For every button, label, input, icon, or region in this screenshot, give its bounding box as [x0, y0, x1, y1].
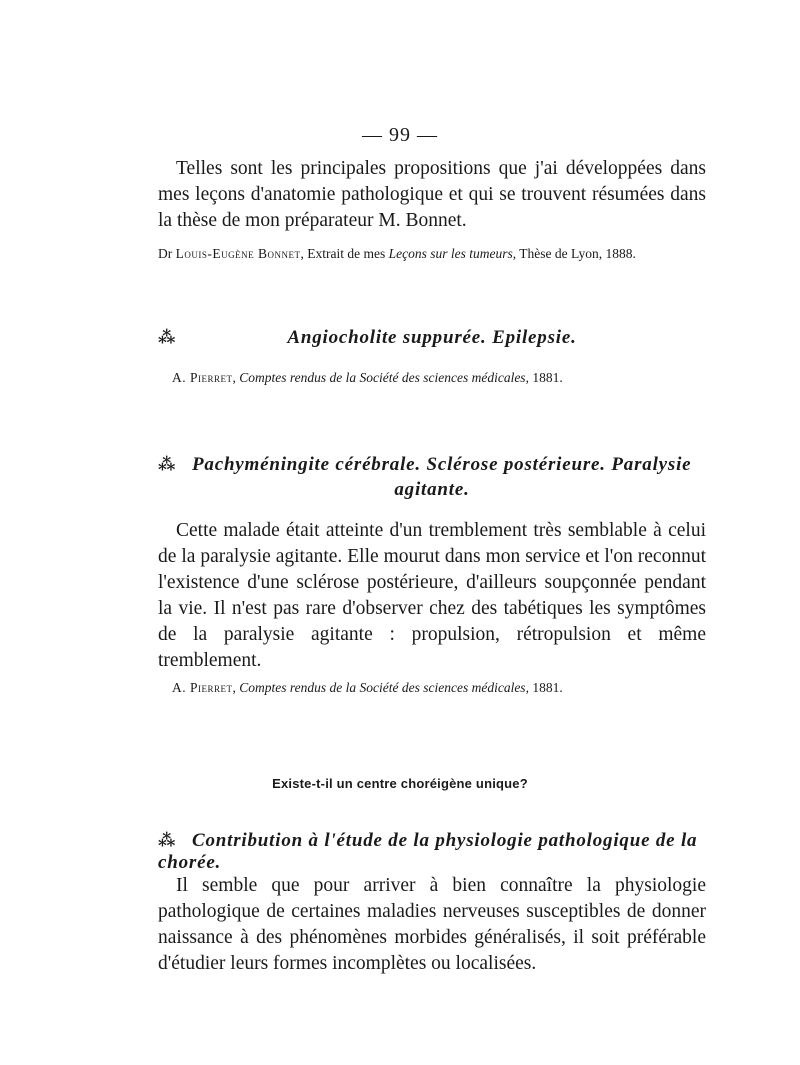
- heading-text: Contribution à l'étude de la physiologie pathologique de la chorée.: [158, 830, 698, 873]
- pachymeningite-paragraph: Cette malade était atteinte d'un tremblement très semblable à celui de la paralysie agitante. Elle mourut dans mon service et l'on reconnut l'existence d'une sclérose postérieure, d'ailleurs soupçonnée pendant la vie. Il n'est pas rare d'observer chez des tabétiques les symptômes de la paralysie agitante : propulsion, rétropulsion et même tremblement.: [158, 520, 706, 671]
- ref-author: A. Pierret: [172, 680, 233, 695]
- heading-text: Angiocholite suppurée. Epilepsie.: [287, 327, 577, 348]
- heading-line2: agitante.: [394, 479, 470, 500]
- section-heading-angiocholite: [158, 327, 706, 349]
- section-heading-pachymeningite: [158, 452, 706, 502]
- asterism-icon: ⁂: [158, 455, 177, 474]
- section-heading-choree: [158, 830, 718, 874]
- ref-year: , 1881.: [525, 370, 563, 385]
- ref-text-after: , Thèse de Lyon, 1888.: [512, 246, 636, 261]
- ref-work: Comptes rendus de la Société des sciences médicales: [239, 680, 526, 695]
- ref-year: , 1881.: [525, 680, 563, 695]
- heading-line1: Pachyméningite cérébrale. Sclérose postérieure. Paralysie: [192, 454, 692, 475]
- pierret-reference-1: A. Pierret, Comptes rendus de la Société des sciences médicales, 1881.: [172, 370, 563, 385]
- choree-paragraph: Il semble que pour arriver à bien connaître la physiologie pathologique de certaines maladies nerveuses susceptibles de donner naissance à des phénomènes morbides généralisés, il soit préférable d'étudier leurs formes incomplètes ou localisées.: [158, 875, 706, 974]
- ref-work: Leçons sur les tumeurs: [388, 246, 513, 261]
- section-title: Existe-t-il un centre choréigène unique?: [272, 776, 528, 791]
- asterism-icon: ⁂: [158, 831, 177, 850]
- asterism-icon: ⁂: [158, 328, 177, 347]
- ref-work: Comptes rendus de la Société des sciences médicales: [239, 370, 526, 385]
- ref-author: A. Pierret: [172, 370, 233, 385]
- ref-text-before: , Extrait de mes: [300, 246, 389, 261]
- intro-paragraph: Telles sont les principales propositions que j'ai développées dans mes leçons d'anatomie pathologique et qui se trouvent résumées dans la thèse de mon préparateur M. Bonnet.: [158, 158, 706, 231]
- ref-author: Louis-Eugène Bonnet: [175, 246, 301, 261]
- bonnet-reference: [158, 244, 706, 264]
- ref-title: Dr: [158, 246, 173, 261]
- page-number: — 99 —: [362, 124, 438, 146]
- pierret-reference-2: A. Pierret, Comptes rendus de la Société des sciences médicales, 1881.: [172, 680, 563, 695]
